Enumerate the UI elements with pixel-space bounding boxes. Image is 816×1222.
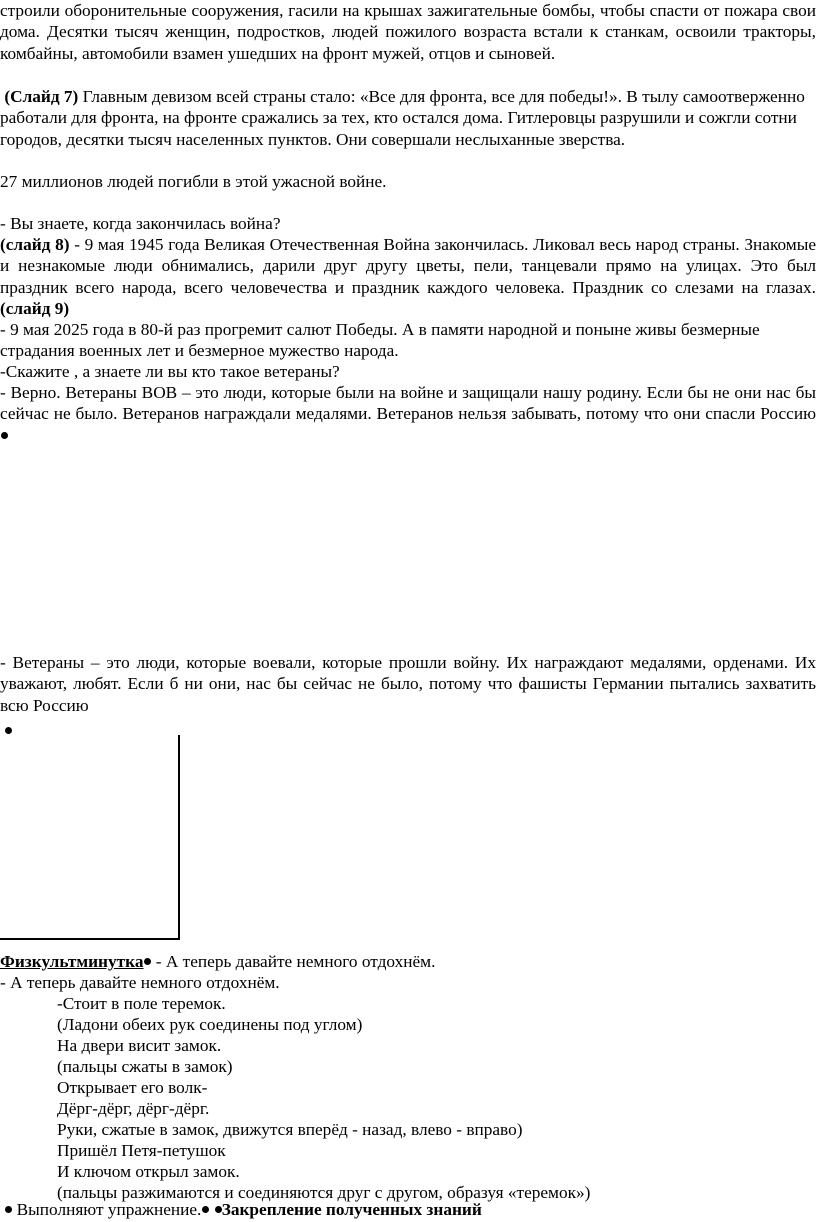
physminute-line: Руки, сжатые в замок, движутся вперёд - назад, влево - вправо) bbox=[57, 1120, 523, 1139]
exercise-text: Выполняют упражнение. bbox=[12, 1200, 202, 1219]
bullet-icon bbox=[202, 1206, 209, 1213]
question-war-end-text: - Вы знаете, когда закончилась война? bbox=[0, 214, 281, 233]
physminute-title: Физкультминутка bbox=[0, 952, 144, 971]
question-veterans bbox=[0, 361, 816, 382]
vertical-rule bbox=[178, 735, 180, 940]
physminute-intro-text: - А теперь давайте немного отдохнём. bbox=[0, 973, 280, 992]
physminute-heading-tail: - А теперь давайте немного отдохнём. bbox=[151, 952, 436, 971]
physminute-line: -Стоит в поле теремок. bbox=[57, 994, 226, 1013]
slide-7-label: (Слайд 7) bbox=[4, 87, 79, 106]
bullet-icon bbox=[215, 1206, 222, 1213]
paragraph-home-front bbox=[0, 0, 816, 64]
answer-1-text: - Верно. Ветераны ВОВ – это люди, которые были на войне и защищали нашу родину. Если бы не они нас бы сейчас не было. Ветеранов награждали медалями. Ветеранов нельзя забывать, потому что они спасли Россию bbox=[0, 383, 816, 424]
physminute-line: Открывает его волк- bbox=[57, 1078, 208, 1097]
consolidation-heading: Закрепление полученных знаний bbox=[221, 1200, 482, 1219]
physminute-line: Дёрг-дёрг, дёрг-дёрг. bbox=[57, 1099, 210, 1118]
physminute-intro bbox=[0, 972, 816, 993]
salute-text: - 9 мая 2025 года в 80-й раз прогремит салют Победы. А в памяти народной и поныне живы безмерные страдания военных лет и безмерное мужество народа. bbox=[0, 320, 760, 361]
physminute-line: И ключом открыл замок. bbox=[57, 1162, 240, 1181]
slide-8-text: - 9 мая 1945 года Великая Отечественная Война закончилась. Ликовал весь народ страны. Знакомые и незнакомые люди обнимались, дарили друг другу цветы, пели, танцевали прямо на улицах. Это был праздник всего народа, всего человечества и праздник каждого человека. Праздник со слезами на глазах. bbox=[0, 235, 816, 297]
physminute-line: (пальцы сжаты в замок) bbox=[57, 1057, 233, 1076]
question-veterans-text: -Скажите , а знаете ли вы кто такое ветераны? bbox=[0, 362, 340, 381]
physminute-line: Пришёл Петя-петушок bbox=[57, 1141, 226, 1160]
slide-7-text: Главным девизом всей страны стало: «Все для фронта, все для победы!». В тылу самоотверженно работали для фронта, на фронте сражались за тех, кто остался дома. Гитлеровцы разрушили и сожгли сотни городов, десятки тысяч населенных пунктов. Они совершали неслыханные зверства. bbox=[0, 87, 805, 149]
exercise-line bbox=[0, 1199, 816, 1220]
physminute-line: (пальцы разжимаются и соединяются друг с другом, образуя «теремок») bbox=[57, 1183, 591, 1202]
bullet-icon bbox=[1, 432, 8, 439]
losses-text: 27 миллионов людей погибли в этой ужасной войне. bbox=[0, 172, 387, 191]
answer-veterans-1 bbox=[0, 382, 816, 446]
physminute-heading bbox=[0, 951, 816, 972]
slide-8-label: (слайд 8) bbox=[0, 235, 70, 254]
paragraph-salute bbox=[0, 319, 816, 362]
question-war-end bbox=[0, 213, 816, 234]
answer-2-text: - Ветераны – это люди, которые воевали, которые прошли войну. Их награждают медалями, орденами. Их уважают, любят. Если б ни они, нас бы сейчас не было, потому что фашисты Германии пытались захватить всю Россию bbox=[0, 653, 816, 715]
paragraph-slide-8 bbox=[0, 234, 816, 319]
paragraph-losses bbox=[0, 171, 816, 192]
physminute-line: (Ладони обеих рук соединены под углом) bbox=[57, 1015, 363, 1034]
physminute-line: На двери висит замок. bbox=[57, 1036, 222, 1055]
slide-9-label: (слайд 9) bbox=[0, 298, 70, 318]
paragraph-slide-7 bbox=[0, 86, 816, 150]
answer-veterans-2 bbox=[0, 652, 816, 716]
paragraph-text: строили оборонительные сооружения, гасили на крышах зажигательные бомбы, чтобы спасти от пожара свои дома. Десятки тысяч женщин, подростков, людей пожилого возраста встали к станкам, освоили тракторы, комбайны, автомобили взамен ушедших на фронт мужей, отцов и сыновей. bbox=[0, 1, 816, 63]
horizontal-rule bbox=[0, 938, 180, 940]
bullet-icon bbox=[4, 720, 12, 741]
